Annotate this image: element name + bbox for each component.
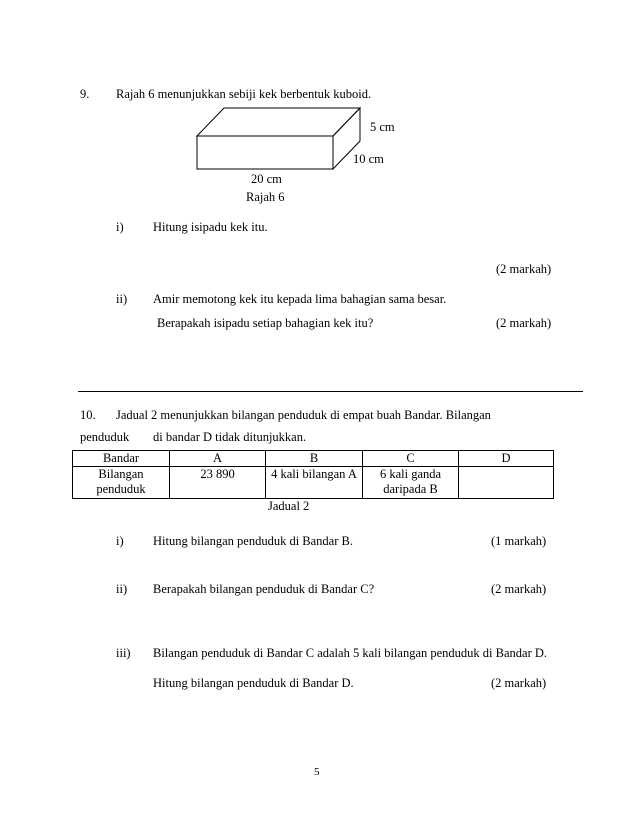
q9-part-i-text: Hitung isipadu kek itu.: [153, 220, 268, 234]
section-divider: [78, 391, 583, 392]
q9-intro: Rajah 6 menunjukkan sebiji kek berbentuk kuboid.: [116, 87, 372, 101]
population-table: [72, 450, 554, 499]
table-cell-a: 23 890: [170, 467, 266, 499]
cell-c-line1: 6 kali ganda: [379, 467, 442, 481]
q10-part-ii-text: Berapakah bilangan penduduk di Bandar C?: [153, 582, 375, 596]
q10-intro-line1: Jadual 2 menunjukkan bilangan penduduk di empat buah Bandar. Bilangan: [116, 408, 491, 422]
table-cell-d: [459, 467, 554, 499]
table-header-cell: A: [170, 451, 266, 467]
q9-part-i-marks: (2 markah): [496, 262, 552, 276]
q10-intro-line2-end: di bandar D tidak ditunjukkan.: [153, 430, 307, 444]
q9-part-ii-label: ii): [116, 292, 128, 306]
q9-part-ii-text2: Berapakah isipadu setiap bahagian kek itu?: [157, 316, 374, 330]
q10-part-iii-marks: (2 markah): [491, 676, 547, 690]
q10-part-ii-label: ii): [116, 582, 128, 596]
cell-c-line2: daripada B: [383, 482, 438, 496]
table-caption: Jadual 2: [268, 499, 310, 513]
table-header-cell: Bandar: [73, 451, 170, 467]
figure-caption: Rajah 6: [246, 190, 285, 204]
table-header-cell: B: [266, 451, 363, 467]
q9-part-i-label: i): [116, 220, 124, 234]
cuboid-depth-label: 10 cm: [353, 152, 384, 166]
row-label-line2: penduduk: [96, 482, 146, 496]
q10-number: 10.: [80, 408, 96, 422]
q9-number: 9.: [80, 87, 90, 101]
q10-part-i-marks: (1 markah): [491, 534, 547, 548]
cuboid-front-face: [197, 136, 333, 169]
q9-part-ii-marks: (2 markah): [496, 316, 552, 330]
q10-intro-line2-start: penduduk: [80, 430, 130, 444]
cuboid-top-face: [197, 108, 360, 136]
table-header-cell: C: [363, 451, 459, 467]
q10-part-iii-text: Bilangan penduduk di Bandar C adalah 5 kali bilangan penduduk di Bandar D.: [153, 646, 548, 660]
table-cell-c: [363, 467, 459, 499]
q10-part-i-label: i): [116, 534, 124, 548]
table-cell-b: 4 kali bilangan A: [266, 467, 363, 499]
cuboid-figure: [190, 105, 380, 175]
q10-part-iii-text2: Hitung bilangan penduduk di Bandar D.: [153, 676, 354, 690]
cuboid-height-label: 5 cm: [370, 120, 395, 134]
cuboid-length-label: 20 cm: [251, 172, 282, 186]
table-header-row: [73, 451, 554, 467]
q9-part-ii-text: Amir memotong kek itu kepada lima bahagian sama besar.: [153, 292, 447, 306]
page-number: 5: [314, 766, 320, 778]
table-header-cell: D: [459, 451, 554, 467]
table-row: [73, 467, 554, 499]
table-row-label-cell: [73, 467, 170, 499]
row-label-line1: Bilangan: [98, 467, 144, 481]
q10-part-i-text: Hitung bilangan penduduk di Bandar B.: [153, 534, 353, 548]
q10-part-iii-label: iii): [116, 646, 131, 660]
q10-part-ii-marks: (2 markah): [491, 582, 547, 596]
